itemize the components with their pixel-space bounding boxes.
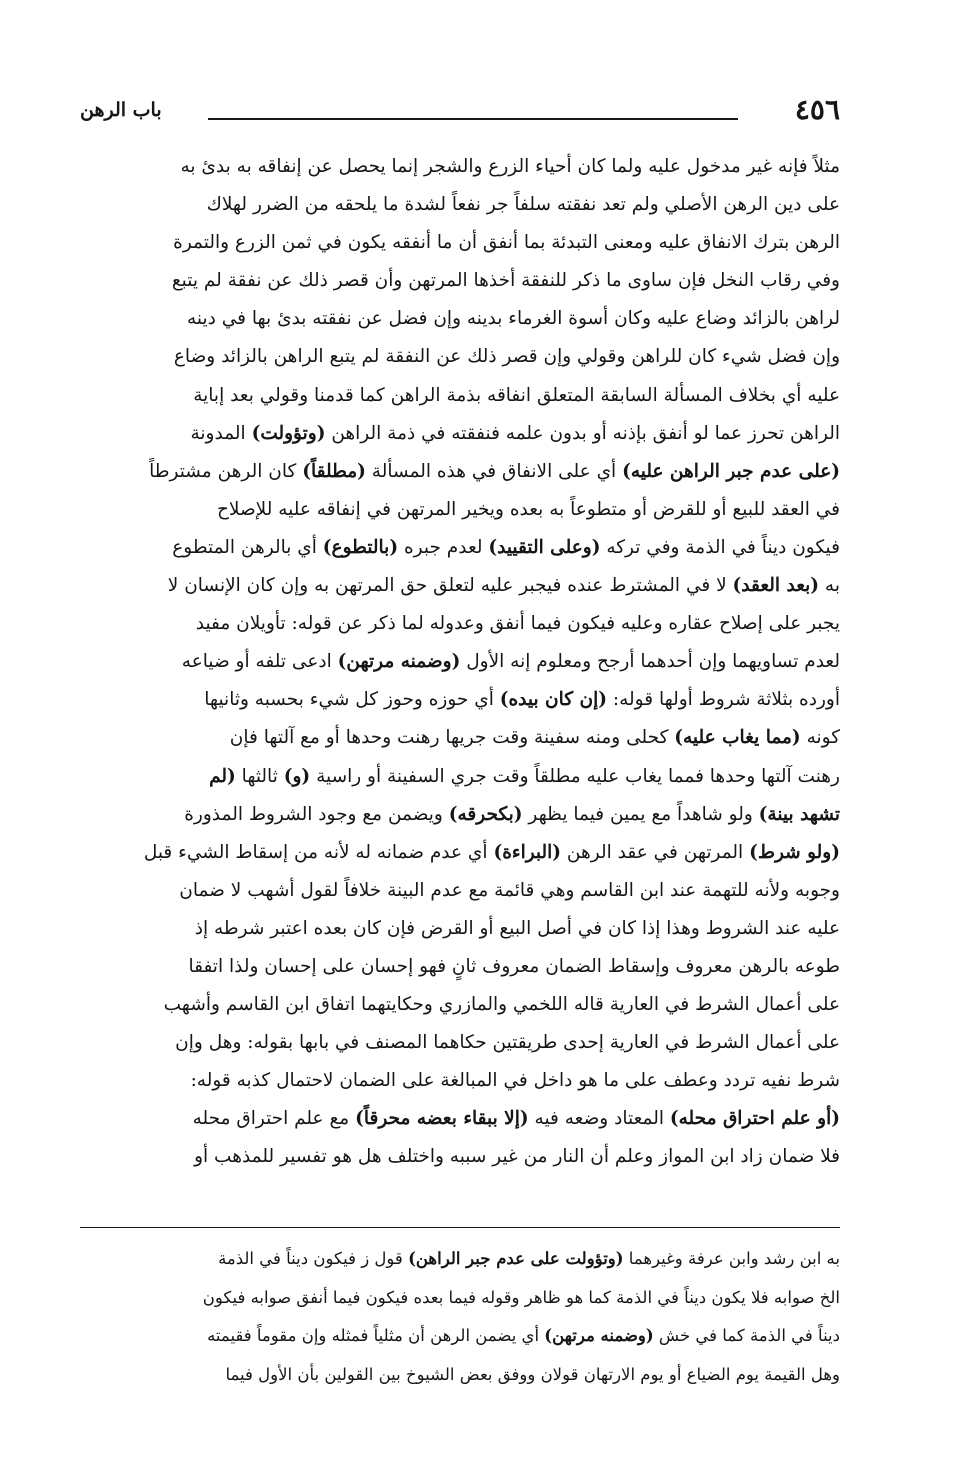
bold-phrase: تشهد بينة) [758,803,840,825]
text-run: وجوبه ولأنه للتهمة عند ابن القاسم وهي قائمة مع عدم البينة خلافاً لقول أشهب لا ضمان [179,879,840,901]
text-run: الراهن تحرز عما لو أنفق بإذنه أو بدون علمه فنفقته في ذمة الراهن [325,422,840,444]
text-line [80,719,840,757]
text-line [80,453,840,491]
text-run: مثلاً فإنه غير مدخول عليه ولما كان أحياء الزرع والشجر إنما يحصل عن إنفاقه به بدئ به [180,156,840,177]
text-line [80,415,840,453]
text-run: كحلى ومنه سفينة وقت جريها رهنت وحدها أو مع آلتها فإن [229,727,675,749]
bold-phrase: (و) [283,765,311,787]
text-run: أي حوزه وحوز كل شيء بحسبه وثانيها [204,689,500,711]
text-line [80,300,840,338]
text-line [80,796,840,834]
text-line [80,986,840,1024]
footnote-line [80,1317,840,1356]
text-line [80,1100,840,1138]
text-line [80,643,840,681]
text-line [80,605,840,643]
text-run: لعدم تساويهما وإن أحدهما أرجح ومعلوم إنه الأول [460,651,840,673]
text-run: الرهن بترك الانفاق عليه ومعنى التبدئة بما أنفق أن ما أنفقه يكون في ثمن الزرع والتمرة [173,232,840,254]
text-run: أي عدم ضمانه له لأنه من إسقاط الشيء قبل [143,841,494,863]
bold-phrase: (إلا ببقاء بعضه محرقاً) [355,1108,529,1130]
text-run: به ابن رشد وابن عرفة وغيرهما [623,1249,840,1268]
text-run: ديناً في الذمة كما في خش [653,1326,840,1345]
bold-phrase: (مما يغاب عليه) [674,727,801,749]
text-run: لراهن بالزائد وضاع عليه وكان أسوة الغرماء بدينه وإن فضل عن نفقته بدئ بها في دينه [186,308,840,330]
text-line [80,1062,840,1100]
text-run: قول ز فيكون ديناً في الذمة [218,1249,409,1268]
text-run: مع علم احتراق محله [192,1108,356,1130]
text-line [80,834,840,872]
footnotes [80,1240,840,1394]
text-run: على أعمال الشرط في العارية قاله اللخمي والمازري وحكايتهما اتفاق ابن القاسم وأشهب [163,994,840,1016]
text-run: كونه [800,727,840,749]
bold-phrase: (لم [209,765,236,787]
text-run: به [819,575,840,597]
text-run: الخ صوابه فلا يكون ديناً في الذمة كما هو ظاهر وقوله فيما بعده فيكون فيما أنفق صوابه فيكون [202,1287,840,1307]
text-line [80,1024,840,1062]
text-line [80,681,840,719]
text-run: كان الرهن مشترطاً [149,460,303,482]
text-line [80,872,840,910]
text-run: فلا ضمان زاد ابن المواز وعلم أن النار من غير سببه واختلف هل هو تفسير للمذهب أو [194,1146,840,1168]
text-run: أي على الانفاق في هذه المسألة [365,460,623,482]
bold-phrase: (بالتطوع) [322,536,399,558]
text-run: ثالثها [235,765,284,787]
main-text [80,148,840,1177]
text-run: المرتهن في عقد الرهن [561,841,750,863]
bold-phrase: (وتؤولت) [251,422,326,444]
bold-phrase: (بكحرقه) [448,803,523,825]
text-run: وهل القيمة يوم الضياع أو يوم الارتهان قولان ووفق بعض الشيوخ بين القولين بأن الأول فيما [225,1364,840,1384]
text-run: في العقد للبيع أو للقرض أو متطوعاً به بعده ويخير المرتهن في إنفاقه عليه للإصلاح [216,498,840,520]
text-run: المعتاد وضعه فيه [528,1108,670,1130]
text-run: رهنت آلتها وحدها فمما يغاب عليه مطلقاً وقت جري السفينة أو راسية [310,765,840,787]
bold-phrase: (وعلى التقييد) [488,536,601,558]
text-line [80,377,840,415]
text-run: عليه عند الشروط وهذا إذا كان في أصل البيع أو القرض فإن كان بعده اعتبر شرطه إذ [194,917,840,939]
bold-phrase: (وضمنه مرتهن) [544,1326,654,1345]
text-run: لا في المشترط عنده فيجبر عليه لتعلق حق المرتهن به وإن كان الإنسان لا [167,575,733,597]
text-run: أورده بثلاثة شروط أولها قوله: [607,689,840,711]
footnote-line [80,1240,840,1279]
text-run: وفي رقاب النخل فإن ساوى ما ذكر للنفقة أخذها المرتهن وأن قصر ذلك عن نفقة لم يتبع [171,270,840,292]
text-line [80,758,840,796]
bold-phrase: (على عدم جبر الراهن عليه) [622,460,840,482]
bold-phrase: (وتؤولت على عدم جبر الراهن) [408,1249,624,1268]
text-run: شرط نفيه تردد وعطف على ما هو داخل في المبالغة على الضمان لاحتمال كذبه قوله: [190,1070,840,1092]
text-line [80,148,840,186]
text-run: ويضمن مع وجود الشروط المذورة [184,803,449,825]
text-run: على أعمال الشرط في العارية إحدى طريقتين حكاهما المصنف في بابها بقوله: وهل وإن [175,1032,840,1054]
text-line [80,910,840,948]
bold-phrase: (أو علم احتراق محله) [669,1108,840,1130]
text-run: طوعه بالرهن معروف وإسقاط الضمان معروف ثانٍ فهو إحسان على إحسان ولذا اتفقا [188,955,840,977]
section-title: باب الرهن [80,99,162,121]
text-run: على دين الرهن الأصلي ولم تعد نفقته سلفاً جر نفعاً لشدة ما يلحقه من الضرر لهلاك [206,194,840,216]
text-line [80,491,840,529]
page-number: ٤٥٦ [794,93,840,126]
text-run: أي بالرهن المتطوع [172,536,323,558]
text-run: فيكون ديناً في الذمة وفي تركه [600,536,840,558]
footnote-line [80,1279,840,1318]
text-line [80,1138,840,1176]
bold-phrase: (مطلقاً) [302,460,366,482]
text-run: ولو شاهداً مع يمين فيما يظهر [522,803,759,825]
text-line [80,529,840,567]
text-line [80,224,840,262]
footnote-line [80,1356,840,1395]
bold-phrase: (البراءة) [493,841,562,863]
text-line [80,338,840,376]
text-line [80,567,840,605]
header-rule [208,118,738,120]
text-run: وإن فضل شيء كان للراهن وقولي وإن قصر ذلك عن النفقة لم يتبع الراهن بالزائد وضاع [173,346,840,368]
text-run: لعدم جبره [398,536,489,558]
text-run: أي يضمن الرهن أن مثلياً فمثله وإن مقوماً فقيمته [207,1326,545,1345]
bold-phrase: (إن كان بيده) [499,689,607,711]
footnote-separator [80,1227,840,1228]
text-line [80,262,840,300]
bold-phrase: (بعد العقد) [732,575,820,597]
text-run: عليه أي بخلاف المسألة السابقة المتعلق انفاقه بذمة الراهن كما قدمنا وقولي بعد إباية [193,384,840,406]
running-header [80,94,840,126]
bold-phrase: (ولو شرط) [749,841,840,863]
text-run: يجبر على إصلاح عقاره وعليه فيكون فيما أنفق وعدوله لما ذكر عن قوله: تأويلان مفيد [195,613,840,635]
text-line [80,186,840,224]
bold-phrase: (وضمنه مرتهن) [337,651,461,673]
text-run: المدونة [190,422,252,444]
text-run: ادعى تلفه أو ضياعه [181,651,338,673]
text-line [80,948,840,986]
